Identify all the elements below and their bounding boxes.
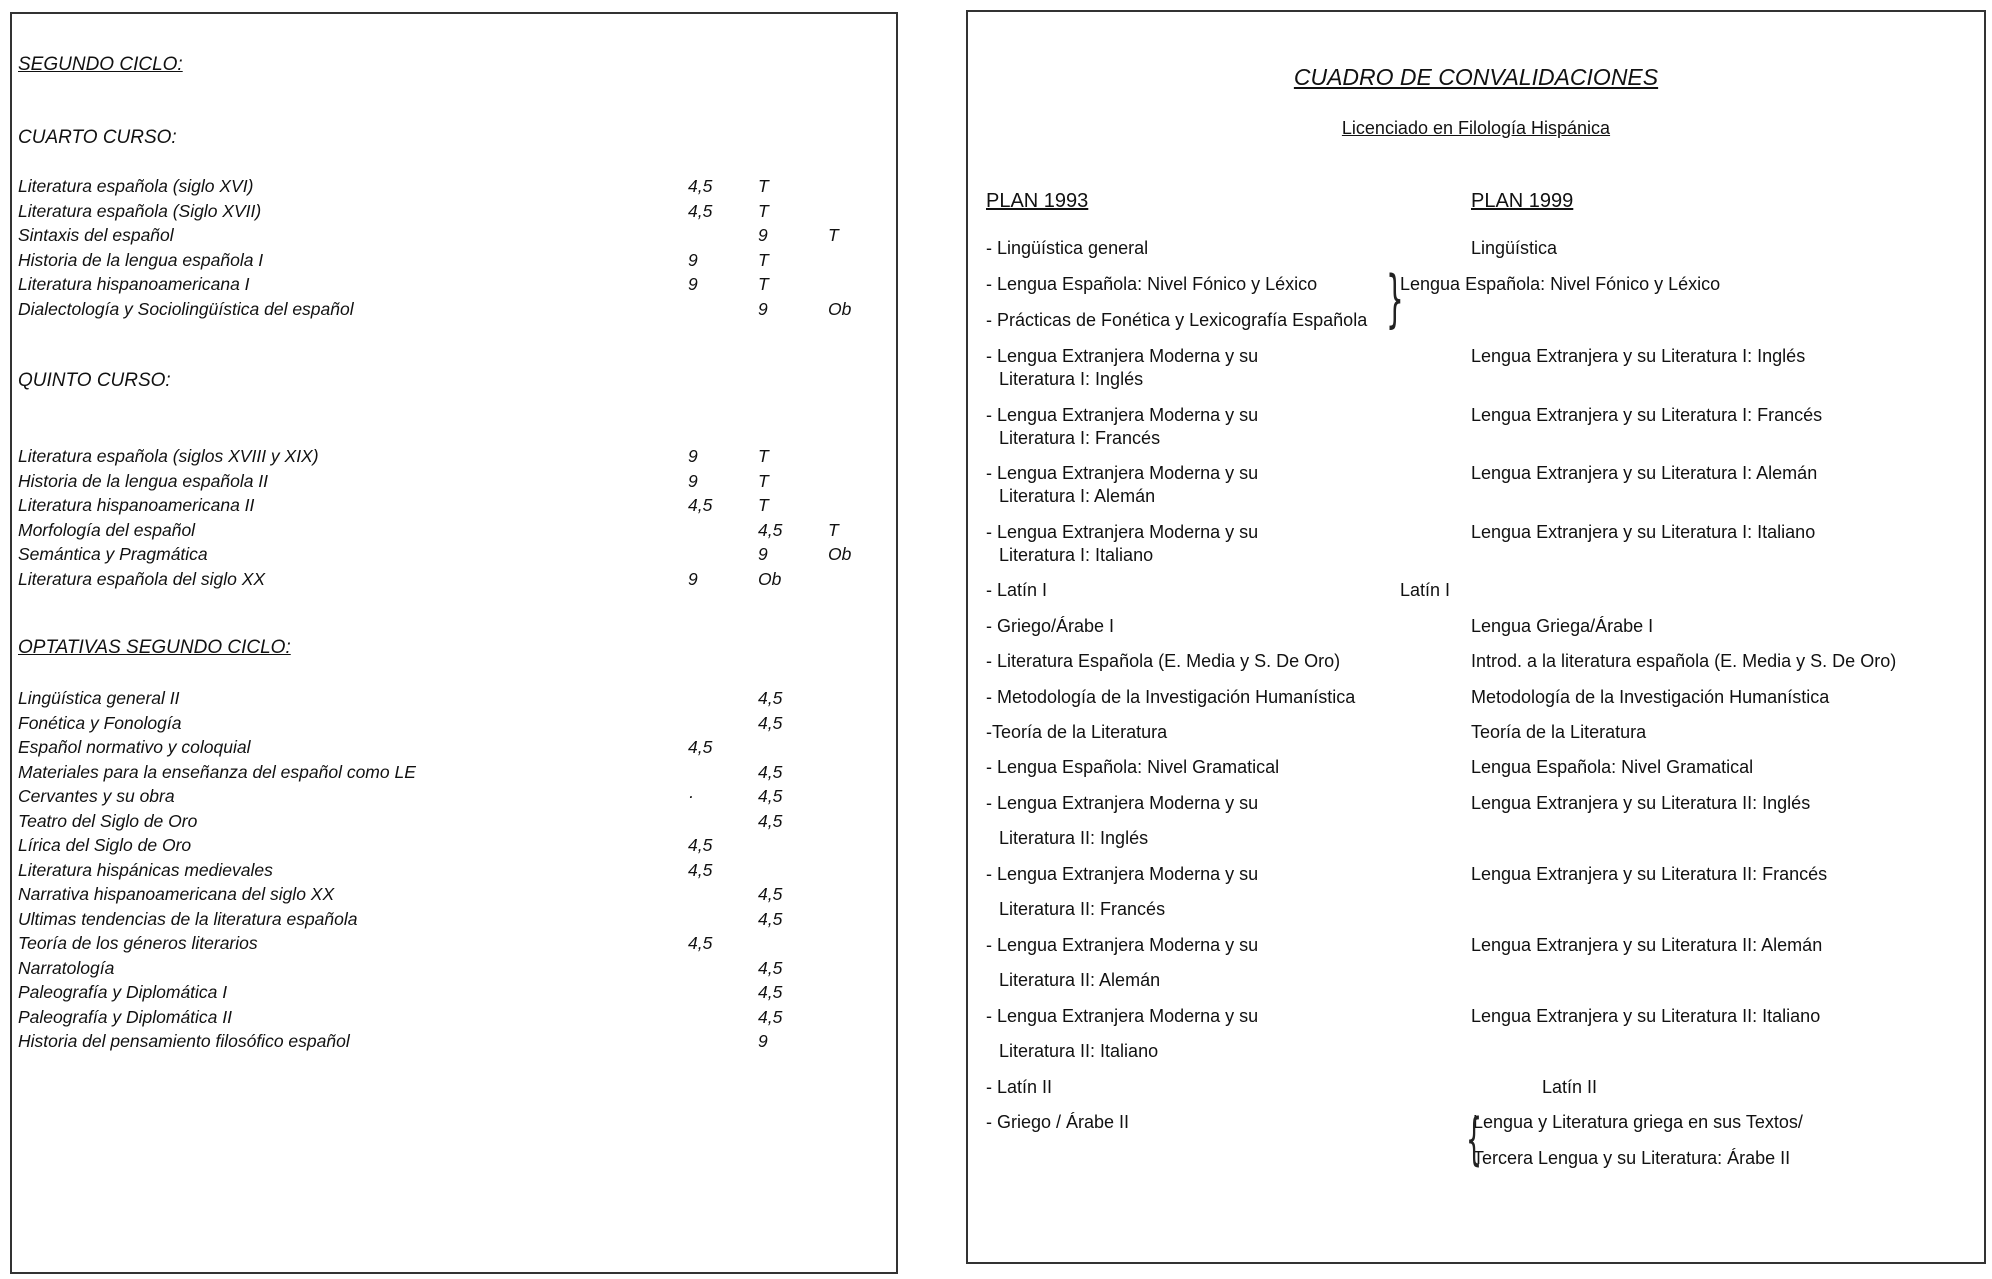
subject-c2: T	[758, 176, 769, 196]
table-row	[18, 1005, 888, 1029]
brace-icon: {	[1466, 1107, 1483, 1172]
subject-c3: T	[828, 225, 839, 245]
table-row	[18, 980, 888, 1004]
subject-name: Lingüística general II	[18, 688, 180, 708]
subject-name: Semántica y Pragmática	[18, 544, 208, 564]
subject-c2: 9	[758, 225, 768, 245]
plan-1993-item: - Literatura Española (E. Media y S. De Oro)	[986, 651, 1341, 671]
subject-c1: 4,5	[688, 200, 713, 221]
plan-1993-item: Literatura II: Francés	[999, 899, 1166, 919]
plan-1999-item: Latín I	[1400, 580, 1451, 600]
plan-1993-item: Literatura I: Inglés	[999, 369, 1144, 389]
subject-c2: T	[758, 274, 769, 294]
plan-1999-item: Lengua Extranjera y su Literatura II: Inglés	[1471, 793, 1811, 813]
table-row	[18, 174, 888, 198]
subject-name: Materiales para la enseñanza del español como LE	[18, 761, 416, 782]
subject-c2: 4,5	[758, 519, 783, 540]
plan-1993-item: - Lengua Extranjera Moderna y su	[986, 463, 1259, 483]
plan-1999-header: PLAN 1999	[1471, 190, 1574, 212]
table-row	[18, 199, 888, 223]
plan-1999-item: Lengua Extranjera y su Literatura I: Inglés	[1471, 346, 1806, 366]
subject-c2: T	[758, 495, 769, 515]
subject-name: Literatura española (siglos XVIII y XIX)	[18, 446, 319, 466]
subject-c1: 4,5	[688, 859, 713, 880]
plan-1999-item: Lengua Griega/Árabe I	[1471, 616, 1654, 636]
subject-name: Paleografía y Diplomática I	[18, 982, 228, 1002]
plan-1993-item: - Lengua Extranjera Moderna y su	[986, 522, 1259, 542]
subject-c2: T	[758, 249, 769, 270]
plan-1993-item: - Lengua Extranjera Moderna y su	[986, 405, 1259, 425]
subject-name: Dialectología y Sociolingüística del español	[18, 298, 354, 319]
right-page	[966, 10, 1986, 1264]
table-row	[18, 931, 888, 955]
plan-1993-item: - Lengua Extranjera Moderna y su	[986, 864, 1259, 884]
plan-1999-item: Lengua Extranjera y su Literatura II: Francés	[1471, 864, 1828, 884]
table-row	[18, 809, 888, 833]
subject-name: Historia de la lengua española II	[18, 470, 269, 491]
subject-name: Ultimas tendencias de la literatura española	[18, 908, 358, 929]
subject-name: Historia del pensamiento filosófico español	[18, 1031, 350, 1051]
table-row	[18, 518, 888, 542]
plan-1999-item: Latín II	[1542, 1077, 1598, 1097]
subject-c3: T	[828, 519, 839, 540]
subject-c1: 9	[688, 568, 698, 589]
subject-name: Lírica del Siglo de Oro	[18, 835, 192, 855]
plan-1999-item: Lengua Española: Nivel Fónico y Léxico	[1400, 274, 1721, 294]
subject-c1: 4,5	[688, 495, 713, 515]
plan-1999-item: Tercera Lengua y su Literatura: Árabe II	[1473, 1148, 1791, 1168]
subject-c1: 9	[688, 249, 698, 270]
subject-c2: 4,5	[758, 1006, 783, 1027]
plan-1993-item: - Lengua Española: Nivel Gramatical	[986, 757, 1280, 777]
plan-1993-item: - Latín II	[986, 1077, 1053, 1097]
table-row	[18, 760, 888, 784]
left-page	[10, 12, 898, 1274]
subject-name: Literatura española (Siglo XVII)	[18, 200, 262, 221]
plan-1999-item: Lengua Extranjera y su Literatura I: Italiano	[1471, 522, 1816, 542]
subject-c2: 4,5	[758, 884, 783, 904]
subject-c2: Ob	[758, 568, 782, 589]
subject-c2: 9	[758, 544, 768, 564]
subject-c2: 4,5	[758, 957, 783, 978]
table-row	[18, 444, 888, 468]
plan-1993-item: -Teoría de la Literatura	[986, 722, 1168, 742]
plan-1999-item: Lengua Extranjera y su Literatura II: Alemán	[1471, 935, 1823, 955]
table-row	[18, 272, 888, 296]
plan-1999-item: Lingüística	[1471, 238, 1558, 258]
plan-1993-item: - Latín I	[986, 580, 1048, 600]
table-row	[18, 833, 888, 857]
subject-c2: 9	[758, 298, 768, 319]
plan-1999-item: Lengua Extranjera y su Literatura I: Francés	[1471, 405, 1823, 425]
subject-c2: 4,5	[758, 688, 783, 708]
subject-name: Literatura española del siglo XX	[18, 568, 266, 589]
table-row	[18, 686, 888, 710]
subject-c3: Ob	[828, 544, 852, 564]
plan-1993-item: - Lengua Española: Nivel Fónico y Léxico	[986, 274, 1318, 294]
subject-c1: ·	[688, 786, 694, 806]
subject-name: Paleografía y Diplomática II	[18, 1006, 232, 1027]
page-subtitle: Licenciado en Filología Hispánica	[1341, 118, 1611, 138]
plan-1999-item: Lengua Extranjera y su Literatura II: Italiano	[1471, 1006, 1821, 1026]
brace-icon: }	[1386, 262, 1404, 335]
plan-1993-item: Literatura II: Italiano	[999, 1041, 1159, 1061]
subject-c2: 4,5	[758, 761, 783, 782]
plan-1993-item: - Griego/Árabe I	[986, 616, 1115, 636]
plan-1993-item: - Lengua Extranjera Moderna y su	[986, 935, 1259, 955]
page-title: CUADRO DE CONVALIDACIONES	[1293, 64, 1659, 90]
table-row	[18, 711, 888, 735]
subject-c1: 4,5	[688, 176, 713, 196]
subject-name: Literatura española (siglo XVI)	[18, 176, 254, 196]
plan-1999-item: Introd. a la literatura española (E. Media y S. De Oro)	[1471, 651, 1897, 671]
plan-1993-item: Literatura I: Italiano	[999, 545, 1154, 565]
plan-1999-item: Teoría de la Literatura	[1471, 722, 1647, 742]
subject-c1: 9	[688, 446, 698, 466]
subject-name: Teoría de los géneros literarios	[18, 933, 258, 953]
plan-1993-item: Literatura II: Inglés	[999, 828, 1149, 848]
table-row	[18, 735, 888, 759]
plan-1993-item: - Metodología de la Investigación Humanística	[986, 687, 1356, 707]
table-row	[18, 297, 888, 321]
table-row	[18, 882, 888, 906]
plan-1993-item: - Lengua Extranjera Moderna y su	[986, 1006, 1259, 1026]
subject-name: Narratología	[18, 957, 115, 978]
plan-1993-item: - Lingüística general	[986, 238, 1149, 258]
optativas-heading: OPTATIVAS SEGUNDO CICLO:	[18, 637, 291, 658]
subject-c2: 4,5	[758, 786, 783, 806]
subject-name: Literatura hispánicas medievales	[18, 859, 273, 880]
subject-name: Español normativo y coloquial	[18, 737, 251, 757]
subject-name: Historia de la lengua española I	[18, 249, 264, 270]
subject-name: Morfología del español	[18, 519, 196, 540]
table-row	[18, 542, 888, 566]
plan-1993-item: Literatura I: Francés	[999, 428, 1161, 448]
subject-name: Literatura hispanoamericana I	[18, 274, 250, 294]
table-row	[18, 907, 888, 931]
plan-1993-item: - Lengua Extranjera Moderna y su	[986, 346, 1259, 366]
subject-c1: 4,5	[688, 933, 713, 953]
plan-1993-item: - Lengua Extranjera Moderna y su	[986, 793, 1259, 813]
subject-c2: T	[758, 470, 769, 491]
plan-1993-item: Literatura I: Alemán	[999, 486, 1156, 506]
subject-c2: 4,5	[758, 810, 783, 831]
subject-c2: 4,5	[758, 712, 783, 733]
subject-c3: Ob	[828, 298, 852, 319]
table-row	[18, 248, 888, 272]
segundo-ciclo-heading: SEGUNDO CICLO:	[18, 54, 183, 75]
subject-c2: 9	[758, 1031, 768, 1051]
subject-c1: 4,5	[688, 835, 713, 855]
subject-c1: 4,5	[688, 737, 713, 757]
plan-1993-item: Literatura II: Alemán	[999, 970, 1161, 990]
table-row	[18, 223, 888, 247]
subject-c2: 4,5	[758, 982, 783, 1002]
subject-name: Teatro del Siglo de Oro	[18, 810, 198, 831]
table-row	[18, 493, 888, 517]
quinto-curso-heading: QUINTO CURSO:	[18, 370, 171, 391]
plan-1993-item: - Prácticas de Fonética y Lexicografía Española	[986, 310, 1368, 330]
plan-1993-header: PLAN 1993	[986, 190, 1089, 212]
plan-1999-item: Lengua y Literatura griega en sus Textos/	[1473, 1112, 1803, 1132]
table-row	[18, 567, 888, 591]
cuarto-curso-heading: CUARTO CURSO:	[18, 127, 177, 148]
subject-name: Narrativa hispanoamericana del siglo XX	[18, 884, 335, 904]
table-row	[18, 1029, 888, 1053]
subject-name: Sintaxis del español	[18, 225, 174, 245]
table-row	[18, 858, 888, 882]
subject-c2: T	[758, 200, 769, 221]
subject-c2: T	[758, 446, 769, 466]
plan-1999-item: Lengua Extranjera y su Literatura I: Alemán	[1471, 463, 1818, 483]
table-row	[18, 956, 888, 980]
table-row	[18, 469, 888, 493]
subject-name: Fonética y Fonología	[18, 712, 182, 733]
subject-name: Cervantes y su obra	[18, 786, 175, 806]
subject-c1: 9	[688, 274, 698, 294]
subject-c1: 9	[688, 470, 698, 491]
table-row	[18, 784, 888, 808]
plan-1993-item: - Griego / Árabe II	[986, 1112, 1130, 1132]
plan-1999-item: Metodología de la Investigación Humanística	[1471, 687, 1830, 707]
plan-1999-item: Lengua Española: Nivel Gramatical	[1471, 757, 1754, 777]
subject-name: Literatura hispanoamericana II	[18, 495, 255, 515]
subject-c2: 4,5	[758, 908, 783, 929]
